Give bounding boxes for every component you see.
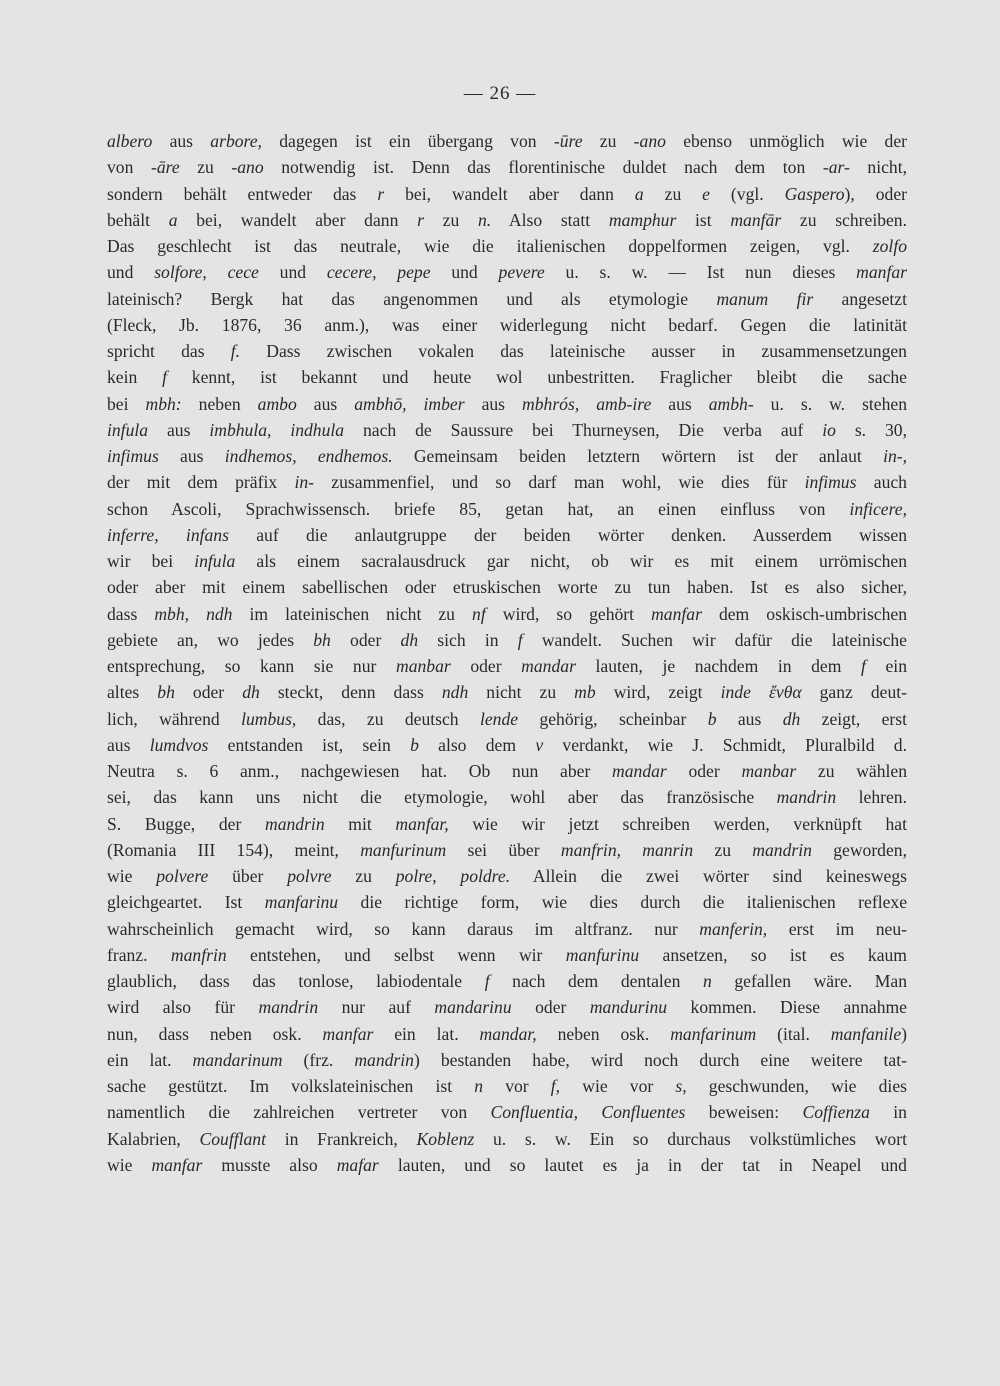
text-line: gebiete an, wo jedes bh oder dh sich in f wandelt. Suchen wir dafür die lateinische (107, 629, 907, 650)
text-line: wird also für mandrin nur auf mandarinu oder mandurinu kommen. Diese annahme (107, 997, 907, 1018)
text-line: wie manfar musste also mafar lauten, und so lautet es ja in der tat in Neapel und (107, 1154, 907, 1175)
page-number: — 26 — (463, 83, 537, 104)
text-line: namentlich die zahlreichen vertreter von Confluentia, Confluentes beweisen: Coffienza in (107, 1102, 907, 1123)
text-line: glaublich, dass das tonlose, labiodentale f nach dem dentalen n gefallen wäre. Man (107, 971, 907, 991)
text-line: Kalabrien, Coufflant in Frankreich, Koblenz u. s. w. Ein so durchaus volkstümliches wort (107, 1128, 907, 1149)
text-line: von -āre zu -ano notwendig ist. Denn das florentinische duldet nach dem ton -ar- nicht, (107, 157, 907, 178)
text-line: altes bh oder dh steckt, denn dass ndh nicht zu mb wird, zeigt inde ἔνθα ganz deut- (107, 682, 907, 703)
text-line: aus lumdvos entstanden ist, sein b also dem v verdankt, wie J. Schmidt, Pluralbild d. (107, 734, 907, 755)
text-line: sache gestützt. Im volkslateinischen ist n vor f, wie vor s, geschwunden, wie dies (107, 1076, 907, 1096)
text-line: sei, das kann uns nicht die etymologie, wohl aber das französische mandrin lehren. (107, 787, 907, 808)
text-line: lateinisch? Bergk hat das angenommen und als etymologie manum fir angesetzt (107, 288, 907, 309)
text-line: wir bei infula als einem sacralausdruck gar nicht, ob wir es mit einem urrömischen (107, 551, 907, 571)
text-line: (Romania III 154), meint, manfurinum sei über manfrin, manrin zu mandrin geworden, (107, 839, 907, 860)
text-line: sondern behält entweder das r bei, wandelt aber dann a zu e (vgl. Gaspero), oder (107, 183, 907, 204)
text-line: ein lat. mandarinum (frz. mandrin) bestanden habe, wird noch durch eine weitere tat- (107, 1049, 907, 1070)
text-line: entsprechung, so kann sie nur manbar oder mandar lauten, je nachdem in dem f ein (107, 656, 907, 676)
text-line: infimus aus indhemos, endhemos. Gemeinsam beiden letztern wörtern ist der anlaut in-, (107, 446, 907, 466)
text-line: infula aus imbhula, indhula nach de Saussure bei Thurneysen, Die verba auf io s. 30, (107, 419, 907, 440)
text-line: wahrscheinlich gemacht wird, so kann daraus im altfranz. nur manferin, erst im neu- (107, 918, 907, 939)
text-line: nun, dass neben osk. manfar ein lat. mandar, neben osk. manfarinum (ital. manfanile) (107, 1023, 907, 1044)
text-line: franz. manfrin entstehen, und selbst wenn wir manfurinu ansetzen, so ist es kaum (107, 944, 907, 965)
text-line: inferre, infans auf die anlautgruppe der beiden wörter denken. Ausserdem wissen (107, 524, 907, 545)
text-line: gleichgeartet. Ist manfarinu die richtige form, wie dies durch die italienischen reflexe (107, 892, 907, 913)
text-line: dass mbh, ndh im lateinischen nicht zu nf wird, so gehört manfar dem oskisch-umbrischen (107, 603, 907, 624)
text-line: und solfore, cece und cecere, pepe und pevere u. s. w. — Ist nun dieses manfar (107, 262, 907, 283)
text-line: kein f kennt, ist bekannt und heute wol unbestritten. Fraglicher bleibt die sache (107, 367, 907, 388)
text-line: S. Bugge, der mandrin mit manfar, wie wir jetzt schreiben werden, verknüpft hat (107, 813, 907, 834)
text-line: Neutra s. 6 anm., nachgewiesen hat. Ob nun aber mandar oder manbar zu wählen (107, 761, 907, 781)
text-line: der mit dem präfix in- zusammenfiel, und so darf man wohl, wie dies für infimus auch (107, 472, 907, 493)
text-line: behält a bei, wandelt aber dann r zu n. Also statt mamphur ist manfār zu schreiben. (107, 209, 907, 230)
text-line: Das geschlecht ist das neutrale, wie die italienischen doppelformen zeigen, vgl. zolfo (107, 236, 907, 256)
text-line: (Fleck, Jb. 1876, 36 anm.), was einer widerlegung nicht bedarf. Gegen die latinität (107, 314, 907, 335)
text-line: wie polvere über polvre zu polre, poldre. Allein die zwei wörter sind keineswegs (107, 866, 907, 886)
text-line: oder aber mit einem sabellischen oder etruskischen worte zu tun haben. Ist es also sicher, (107, 577, 907, 598)
text-line: lich, während lumbus, das, zu deutsch lende gehörig, scheinbar b aus dh zeigt, erst (107, 708, 907, 729)
text-line: albero aus arbore, dagegen ist ein übergang von -ūre zu -ano ebenso unmöglich wie der (107, 131, 907, 151)
body-text (107, 128, 907, 1178)
text-line: bei mbh: neben ambo aus ambhō, imber aus mbhrós, amb-ire aus ambh- u. s. w. stehen (107, 393, 907, 414)
text-line: spricht das f. Dass zwischen vokalen das lateinische ausser in zusammensetzungen (107, 341, 907, 361)
text-line: schon Ascoli, Sprachwissensch. briefe 85, getan hat, an einen einfluss von inficere, (107, 498, 907, 519)
